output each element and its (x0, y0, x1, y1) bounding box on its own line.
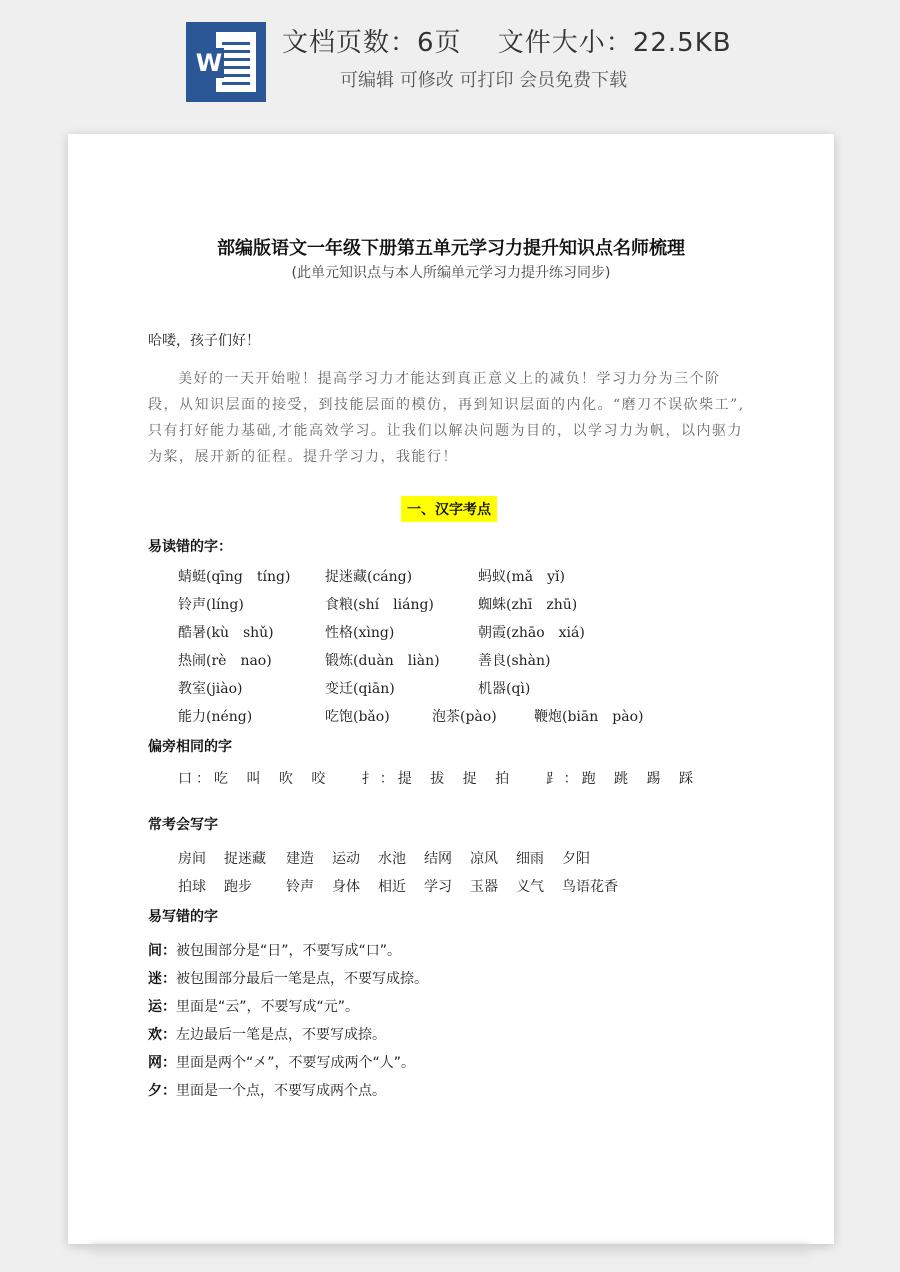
write-word: 铃声 (286, 879, 314, 895)
misread-item: 鞭炮(biān pào) (534, 709, 644, 725)
page-subtitle: (此单元知识点与本人所编单元学习力提升练习同步) (291, 265, 611, 281)
error-char: 间： (148, 943, 176, 959)
error-item (148, 1024, 386, 1044)
error-label: 易写错的字 (148, 909, 218, 925)
error-text: 左边最后一笔是点，不要写成捺。 (176, 1027, 386, 1043)
intro-paragraph: 美好的一天开始啦！提高学习力才能达到真正意义上的减负！学习力分为三个阶段，从知识层面的接受，到技能层面的模仿，再到知识层面的内化。“磨刀不误砍柴工”,只有打好能力基础,才能高效学习。让我们以解决问题为目的，以学习力为帆，以内驱力为桨，展开新的征程。提升学习力，我能行！ (148, 371, 745, 465)
misread-item: 蚂蚁(mǎ yǐ) (478, 569, 565, 585)
error-item (148, 1052, 415, 1072)
write-word: 玉器 (470, 879, 498, 895)
word-document-icon (186, 22, 266, 102)
write-word: 鸟语花香 (562, 879, 618, 895)
write-word: 细雨 (516, 851, 544, 867)
write-word: 房间 (178, 851, 206, 867)
error-item (148, 968, 428, 988)
doc-meta-title: 文档页数：6页 文件大小：22.5KB (282, 28, 732, 58)
misread-item: 吃饱(bǎo) (325, 709, 390, 725)
download-header (0, 0, 900, 118)
misread-item: 性格(xìng) (325, 625, 395, 641)
misread-item: 蜘蛛(zhī zhū) (478, 597, 578, 613)
misread-item: 食粮(shí liáng) (325, 597, 434, 613)
radical-groups: 口：吃 叫 吹 咬 扌：提 拔 捉 拍 ⻊：跑 跳 踢 踩 (178, 771, 697, 787)
doc-meta-features: 可编辑 可修改 可打印 会员免费下载 (340, 70, 628, 91)
write-word: 捉迷藏 (224, 851, 266, 867)
error-text: 里面是一个点，不要写成两个点。 (176, 1083, 386, 1099)
misread-item: 善良(shàn) (478, 653, 551, 669)
error-text: 被包围部分是“日”，不要写成“口”。 (176, 943, 402, 959)
error-char: 网： (148, 1055, 176, 1071)
write-word: 凉风 (470, 851, 498, 867)
error-char: 夕： (148, 1083, 176, 1099)
write-word: 义气 (516, 879, 544, 895)
write-word: 夕阳 (562, 851, 590, 867)
error-char: 运： (148, 999, 176, 1015)
misread-item: 教室(jiào) (178, 681, 243, 697)
write-word: 水池 (378, 851, 406, 867)
write-label: 常考会写字 (148, 817, 218, 833)
page-shadow (90, 1244, 810, 1258)
section-title: 一、汉字考点 (401, 496, 497, 522)
write-word: 跑步 (224, 879, 252, 895)
write-word: 相近 (378, 879, 406, 895)
document-page (68, 134, 834, 1244)
page-title: 部编版语文一年级下册第五单元学习力提升知识点名师梳理 (217, 238, 685, 259)
error-text: 里面是两个“㐅”，不要写成两个“人”。 (176, 1055, 416, 1071)
misread-item: 能力(néng) (178, 709, 253, 725)
greeting: 哈喽，孩子们好！ (148, 333, 260, 349)
misread-item: 酷暑(kù shǔ) (178, 625, 274, 641)
misread-item: 铃声(líng) (178, 597, 244, 613)
write-word: 身体 (332, 879, 360, 895)
misread-item: 捉迷藏(cáng) (325, 569, 413, 585)
misread-item: 机器(qì) (478, 681, 531, 697)
misread-label: 易读错的字： (148, 539, 232, 555)
write-word: 运动 (332, 851, 360, 867)
write-word: 学习 (424, 879, 452, 895)
error-char: 迷： (148, 971, 176, 987)
misread-item: 泡茶(pào) (432, 709, 497, 725)
word-icon-letter: W (195, 49, 223, 77)
misread-item: 锻炼(duàn liàn) (325, 653, 440, 669)
error-char: 欢： (148, 1027, 176, 1043)
misread-item: 热闹(rè nao) (178, 653, 272, 669)
radical-label: 偏旁相同的字 (148, 739, 232, 755)
misread-item: 朝霞(zhāo xiá) (478, 625, 585, 641)
write-word: 拍球 (178, 879, 206, 895)
write-word: 建造 (286, 851, 314, 867)
error-text: 里面是“云”，不要写成“元”。 (176, 999, 360, 1015)
error-item (148, 1080, 386, 1100)
misread-item: 蜻蜓(qīng tíng) (178, 569, 291, 585)
write-word: 结网 (424, 851, 452, 867)
error-item (148, 940, 401, 960)
error-item (148, 996, 359, 1016)
error-text: 被包围部分最后一笔是点，不要写成捺。 (176, 971, 428, 987)
misread-item: 变迁(qiān) (325, 681, 395, 697)
